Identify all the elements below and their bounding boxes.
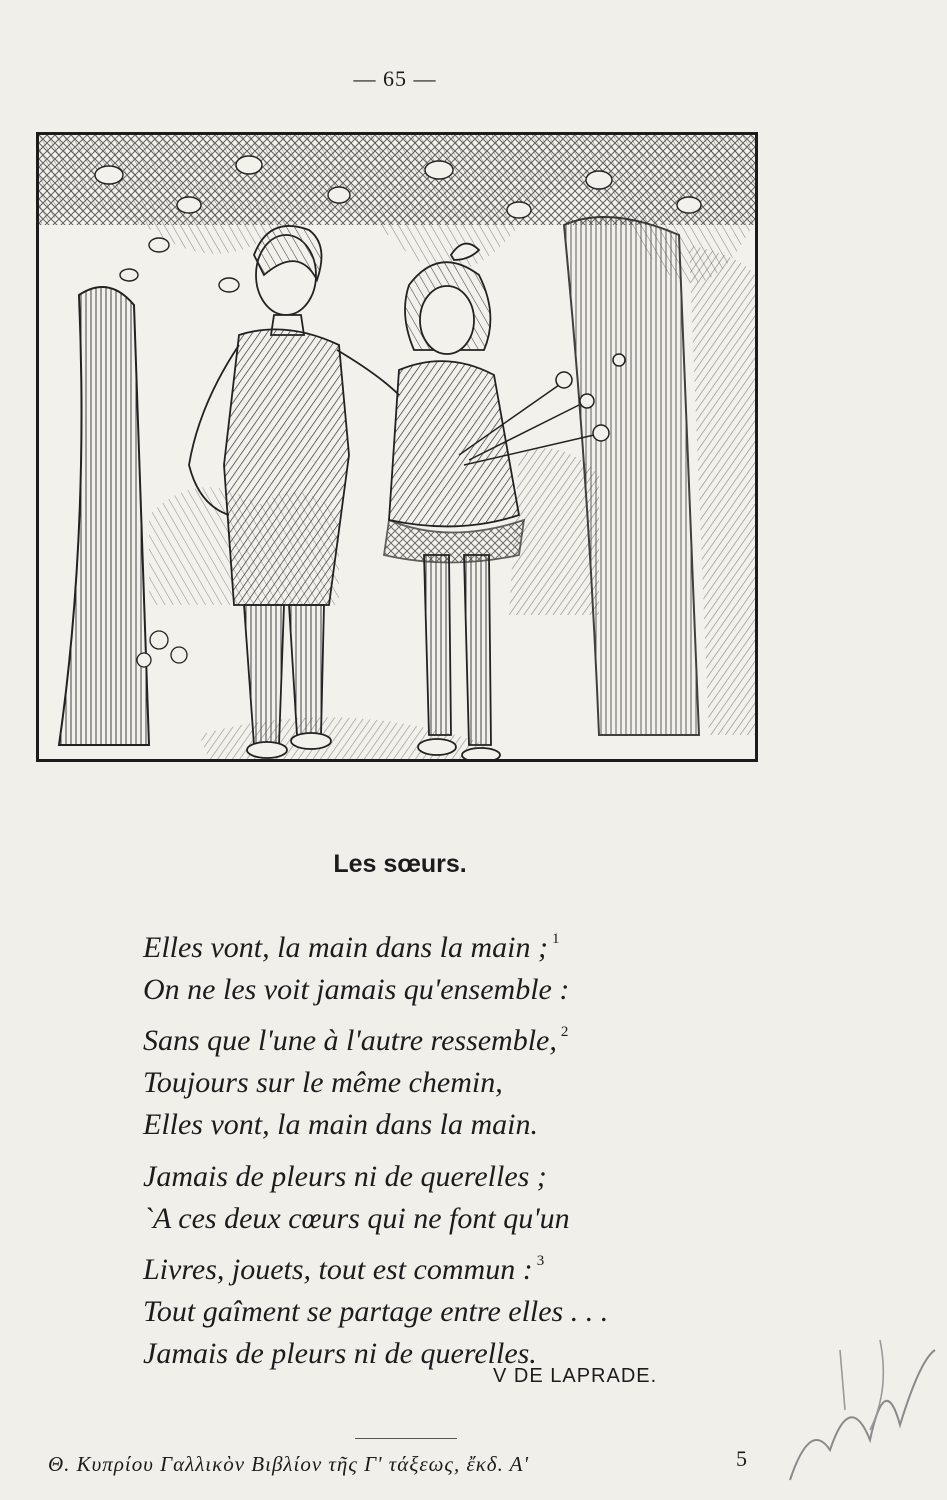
- stanza-1: [143, 918, 569, 1146]
- illustration-two-sisters: [36, 132, 758, 762]
- footer-divider: [355, 1438, 457, 1439]
- stanza-2: [143, 1156, 608, 1375]
- verse-line: Toujours sur le même chemin,: [143, 1066, 503, 1099]
- verse-line: Elles vont, la main dans la main ; $^1$: [143, 931, 560, 964]
- verse-line: Elles vont, la main dans la main.: [143, 1108, 538, 1141]
- verse-line: Jamais de pleurs ni de querelles.: [143, 1337, 537, 1370]
- verse-line: `A ces deux cœurs qui ne font qu'un: [143, 1202, 570, 1235]
- verse-line: Sans que l'une à l'autre ressemble, $^2$: [143, 1024, 569, 1057]
- footer-book-reference: Θ. Κυπρίου Γαλλικὸν Βιβλίον τῆς Γ' τάξεως, ἔκδ. Α': [48, 1452, 530, 1476]
- illustration-drawing: [39, 135, 755, 759]
- footnote-marker: 3: [536, 1253, 545, 1269]
- footnote-marker: 1: [551, 931, 560, 947]
- poem-author: V DE LAPRADE.: [493, 1365, 658, 1387]
- verse-line: On ne les voit jamais qu'ensemble :: [143, 973, 570, 1006]
- verse-line: Livres, jouets, tout est commun : $^3$: [143, 1253, 545, 1286]
- handwritten-scribble: [770, 1330, 940, 1490]
- signature-number: 5: [736, 1446, 747, 1471]
- poem-title: Les sœurs.: [333, 850, 467, 878]
- verse-line: Jamais de pleurs ni de querelles ;: [143, 1160, 547, 1193]
- page-number: — 65 —: [353, 66, 437, 91]
- verse-line: Tout gaîment se partage entre elles . . .: [143, 1295, 609, 1328]
- footnote-marker: 2: [560, 1024, 569, 1040]
